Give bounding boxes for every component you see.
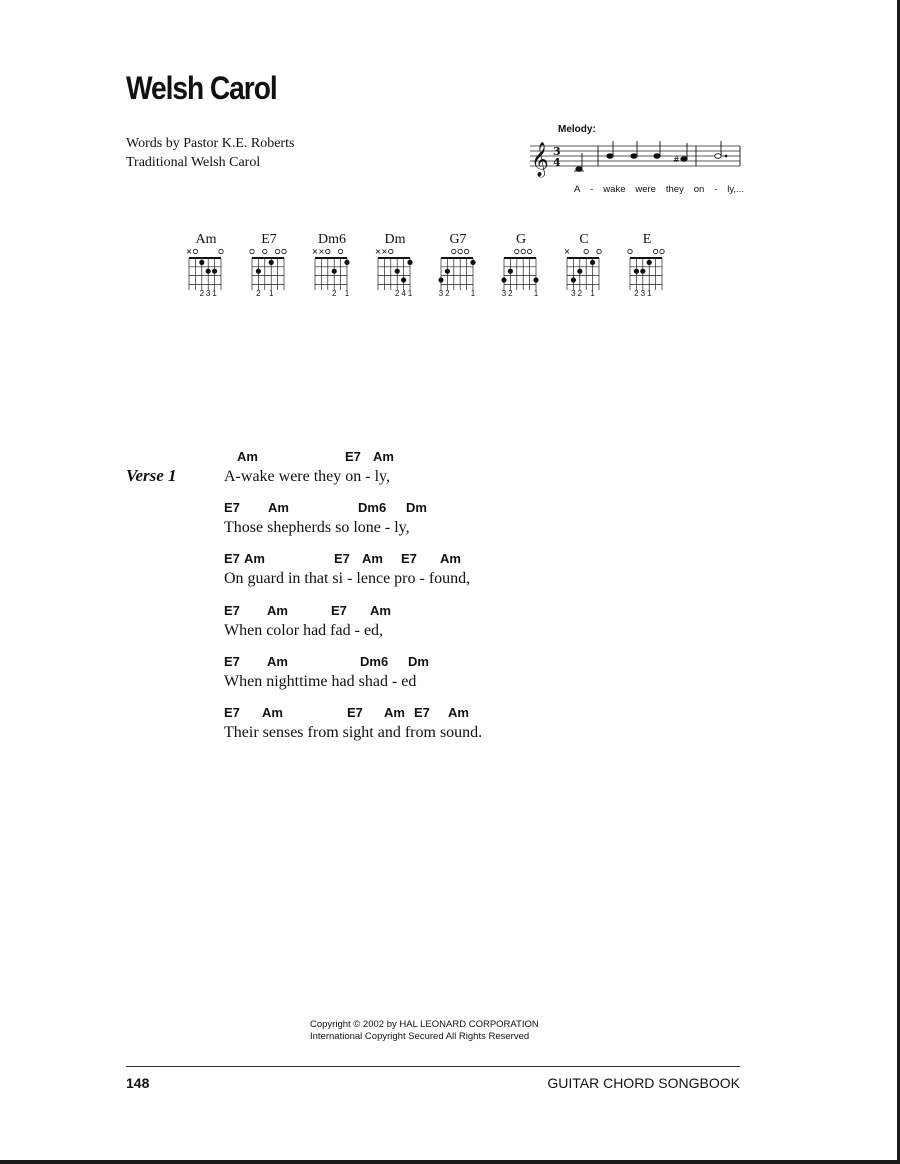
- chord-symbol: Am: [267, 602, 288, 618]
- finger-dot: [332, 269, 337, 274]
- chord-symbol: E7: [414, 705, 430, 720]
- finger-number: 3: [438, 289, 444, 298]
- melody-excerpt: [528, 124, 743, 204]
- page-number: 148: [126, 1075, 150, 1091]
- chord-diagram: [438, 232, 478, 312]
- song-credits: [126, 134, 294, 172]
- lyric-line: [224, 705, 824, 749]
- chord-symbol: Am: [362, 551, 383, 567]
- melody-staff: [528, 138, 743, 182]
- melody-syllable: A: [574, 184, 581, 195]
- finger-dot: [470, 260, 475, 265]
- lyric-text: When nighttime had shad - ed: [224, 672, 417, 690]
- chord-name: E: [642, 232, 652, 247]
- lyric-text: When color had fad - ed,: [224, 621, 384, 639]
- finger-dot: [344, 260, 349, 265]
- fretboard-grid: [627, 248, 667, 290]
- melody-syllable: were: [635, 184, 656, 195]
- chord-symbol: E7: [224, 551, 240, 567]
- chord-symbol: E7: [334, 551, 350, 567]
- chord-diagrams: [186, 232, 686, 312]
- finger-dot: [407, 260, 412, 265]
- finger-number: 4: [401, 289, 406, 298]
- verse-label: Verse 1: [126, 466, 177, 485]
- finger-dot: [206, 269, 211, 274]
- fretboard-grid: [501, 248, 541, 290]
- finger-numbers: [438, 289, 478, 301]
- finger-numbers: [312, 289, 352, 301]
- fretboard-grid: [249, 248, 289, 290]
- finger-numbers: [186, 289, 226, 301]
- melody-lyrics: [574, 184, 744, 195]
- finger-number: 3: [571, 289, 576, 298]
- copyright-line: Copyright © 2002 by HAL LEONARD CORPORATION: [310, 1019, 539, 1030]
- finger-numbers: [375, 289, 415, 301]
- finger-number: 2: [634, 289, 639, 298]
- finger-number: 1: [212, 289, 217, 298]
- finger-number: 1: [646, 289, 652, 298]
- chord-diagram: [375, 232, 415, 312]
- chord-symbol: E7: [224, 500, 240, 516]
- book-title: GUITAR CHORD SONGBOOK: [547, 1075, 740, 1091]
- finger-dot: [640, 269, 645, 274]
- chord-symbol: Dm6: [358, 500, 387, 516]
- finger-numbers: [501, 289, 541, 301]
- chord-symbol: Am: [440, 551, 461, 567]
- finger-number: 2: [577, 289, 583, 298]
- time-sig-bottom: 4: [553, 156, 561, 169]
- time-sig-top: 3: [553, 145, 561, 158]
- copyright-notice: [310, 1019, 539, 1043]
- finger-dot: [395, 269, 400, 274]
- chord-symbol: E7: [224, 602, 240, 618]
- lyric-text: Those shepherds so lone - ly,: [224, 519, 410, 537]
- lyric-text: A-wake were they on - ly,: [224, 468, 391, 485]
- lyric-line: [224, 654, 824, 698]
- chord-diagram: [312, 232, 352, 312]
- lyric-line: [224, 500, 824, 544]
- chord-symbol: Am: [370, 602, 391, 618]
- chord-symbol: E7: [224, 705, 240, 720]
- lyric-line: [224, 449, 824, 493]
- chord-symbol: Am: [373, 449, 394, 464]
- chord-symbol: Am: [267, 653, 288, 669]
- melody-syllable: ly,...: [727, 184, 744, 195]
- melody-syllable: wake: [603, 184, 626, 195]
- chord-name: E7: [261, 232, 277, 247]
- fretboard-grid: [186, 248, 226, 290]
- melody-syllable: -: [714, 184, 718, 195]
- finger-dot: [199, 260, 204, 265]
- finger-number: 2: [256, 289, 261, 298]
- finger-dot: [647, 260, 652, 265]
- chord-name: Dm6: [318, 232, 346, 247]
- finger-number: 2: [445, 289, 450, 298]
- finger-dot: [269, 260, 274, 265]
- svg-text:#: #: [673, 155, 680, 164]
- song-title: Welsh Carol: [126, 70, 277, 106]
- chord-diagram: [249, 232, 289, 312]
- chord-symbol: Am: [237, 449, 258, 464]
- finger-number: 1: [407, 289, 413, 298]
- chord-symbol: E7: [345, 449, 361, 464]
- chord-diagram: [564, 232, 604, 312]
- chord-symbol: Am: [268, 500, 289, 516]
- finger-dot: [533, 277, 538, 282]
- lyric-text: On guard in that si - lence pro - found,: [224, 570, 471, 588]
- chord-symbol: Am: [448, 705, 469, 720]
- chord-diagram: [186, 232, 226, 312]
- finger-number: 1: [268, 289, 274, 298]
- finger-numbers: [627, 289, 667, 301]
- credit-words: Words by Pastor K.E. Roberts: [126, 136, 295, 151]
- finger-number: 1: [470, 289, 476, 298]
- copyright-line: International Copyright Secured All Rights Reserved: [310, 1031, 530, 1042]
- chord-symbol: Am: [384, 705, 405, 720]
- chord-symbol: Am: [262, 705, 283, 720]
- chord-symbol: E7: [401, 551, 417, 567]
- chord-symbol: Dm6: [360, 653, 389, 669]
- lyric-line: [224, 603, 824, 647]
- finger-number: 2: [508, 289, 513, 298]
- finger-numbers: [249, 289, 289, 301]
- chord-name: Am: [195, 232, 217, 247]
- chord-symbol: Dm: [406, 500, 427, 516]
- treble-clef-icon: 𝄞: [531, 142, 549, 177]
- finger-dot: [590, 260, 595, 265]
- footer-divider: [126, 1066, 740, 1067]
- finger-number: 1: [533, 289, 539, 298]
- finger-dot: [256, 269, 261, 274]
- finger-numbers: [564, 289, 604, 301]
- chord-name: Dm: [384, 232, 406, 247]
- chord-diagram: [501, 232, 541, 312]
- chord-symbol: Am: [244, 551, 265, 567]
- finger-number: 3: [640, 289, 646, 298]
- fretboard-grid: [375, 248, 415, 290]
- melody-syllable: -: [590, 184, 594, 195]
- melody-syllable: they: [665, 184, 684, 195]
- chord-name: G: [515, 232, 527, 247]
- lyric-text: Their senses from sight and from sound.: [224, 724, 483, 741]
- finger-dot: [438, 277, 443, 282]
- chord-symbol: E7: [331, 602, 347, 618]
- finger-number: 1: [344, 289, 350, 298]
- chord-name: C: [579, 232, 589, 247]
- finger-number: 2: [199, 289, 205, 298]
- lyric-line: [224, 551, 824, 595]
- fretboard-grid: [438, 248, 478, 290]
- melody-label: Melody:: [558, 124, 596, 135]
- finger-number: 2: [331, 289, 337, 298]
- finger-dot: [508, 269, 513, 274]
- finger-dot: [577, 269, 582, 274]
- credit-music: Traditional Welsh Carol: [126, 155, 261, 170]
- finger-dot: [212, 269, 217, 274]
- melody-syllable: on: [693, 184, 705, 195]
- finger-dot: [501, 277, 506, 282]
- fretboard-grid: [312, 248, 352, 290]
- finger-number: 1: [590, 289, 595, 298]
- fretboard-grid: [564, 248, 604, 290]
- finger-number: 3: [501, 289, 507, 298]
- finger-number: 2: [394, 289, 400, 298]
- chord-symbol: E7: [347, 705, 363, 720]
- chord-name: G7: [449, 232, 467, 247]
- chord-symbol: Dm: [408, 653, 429, 669]
- chord-diagram: [627, 232, 667, 312]
- finger-number: 3: [205, 289, 211, 298]
- finger-dot: [571, 277, 576, 282]
- finger-dot: [401, 277, 406, 282]
- page-edge-bottom: [0, 1160, 900, 1164]
- finger-dot: [445, 269, 450, 274]
- finger-dot: [634, 269, 639, 274]
- chord-symbol: E7: [224, 653, 240, 669]
